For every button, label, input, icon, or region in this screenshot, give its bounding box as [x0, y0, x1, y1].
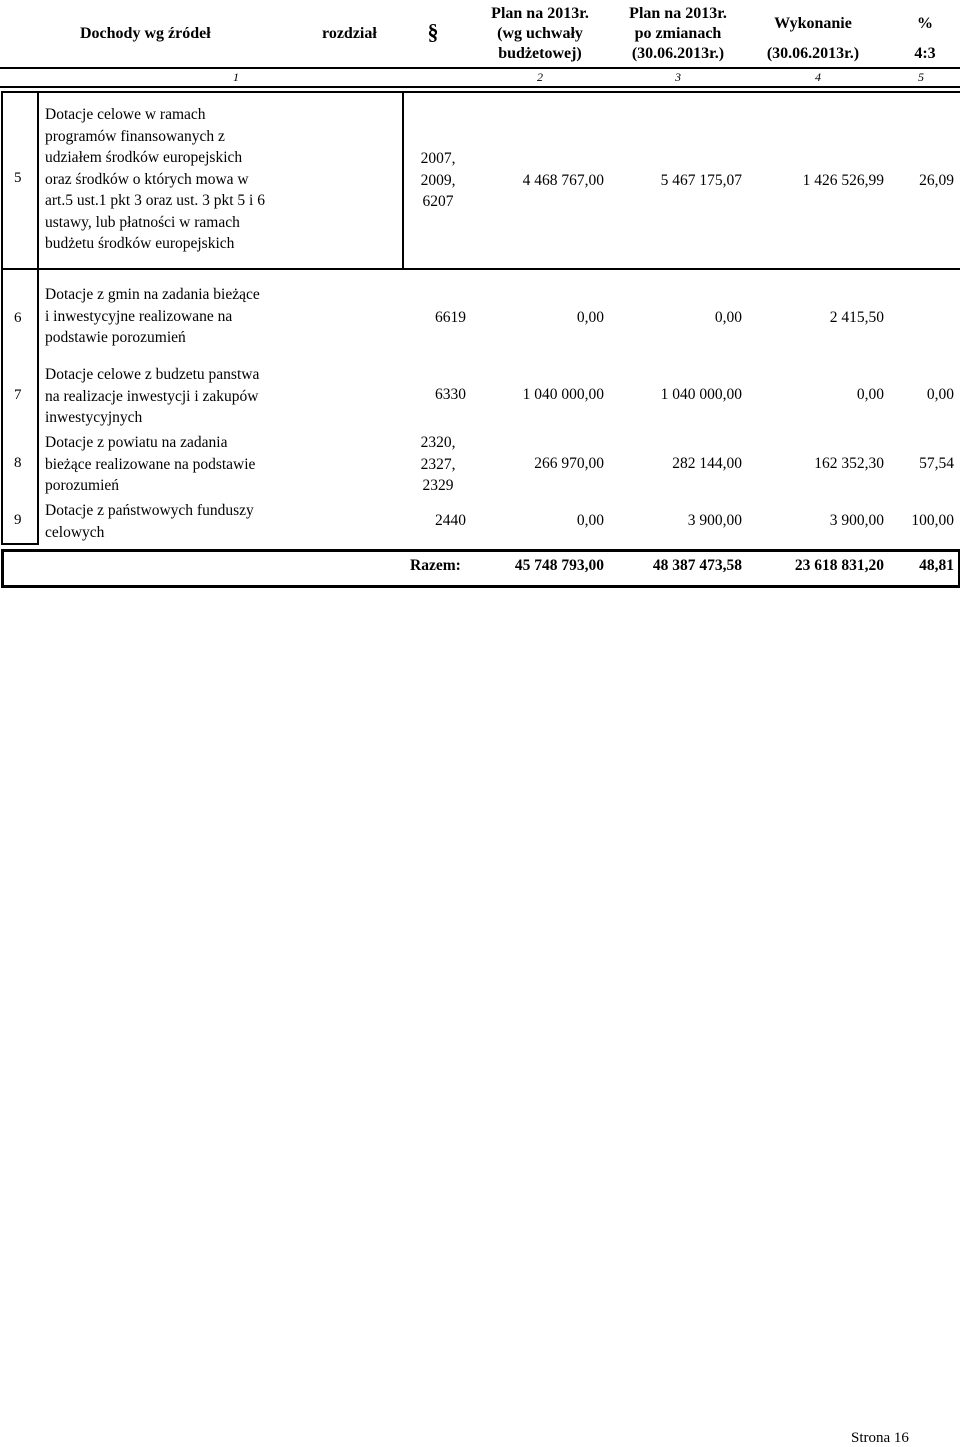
desc-line: celowych: [45, 523, 105, 541]
header-paragraf: §: [427, 19, 439, 44]
row-description: [45, 432, 400, 497]
header-plan-uchwaly-line1: Plan na 2013r.: [491, 5, 589, 22]
total-execution-value: 23 618 831,20: [794, 557, 884, 574]
column-number-2: 2: [537, 70, 543, 84]
desc-line: Dotacje z gmin na zadania bieżące: [45, 286, 260, 303]
desc-line: i inwestycyjne realizowane na: [45, 307, 233, 325]
total-percent-value: 48,81: [919, 557, 954, 574]
row-number: 6: [14, 310, 22, 326]
code-line: 6207: [422, 193, 454, 210]
desc-line: bieżące realizowane na podstawie: [45, 455, 256, 473]
plan-changed-value: 282 144,00: [672, 455, 742, 472]
percent-value: 26,09: [919, 172, 954, 189]
total-plan-changed-value: 48 387 473,58: [652, 557, 742, 574]
percent-value: 57,54: [919, 455, 954, 472]
row-codes: 2440: [435, 512, 466, 529]
header-plan-uchwaly-line3: budżetowej): [498, 45, 582, 62]
total-label: Razem:: [410, 557, 461, 574]
header-procent: [890, 14, 960, 64]
row-number: 5: [14, 170, 22, 186]
table-col-divider-2: [402, 91, 404, 269]
table-row-divider-5: [1, 268, 960, 270]
desc-line: udziałem środków europejskich: [45, 149, 243, 166]
table-border-bottom: [1, 543, 39, 545]
header-plan-zmianach-line1: Plan na 2013r.: [629, 5, 727, 22]
plan-value: 1 040 000,00: [522, 386, 604, 403]
total-plan-value: 45 748 793,00: [514, 557, 604, 574]
page-number: Strona 16: [851, 1430, 909, 1446]
row-codes: [408, 432, 468, 497]
header-procent-line1: %: [917, 15, 933, 32]
percent-value: 0,00: [926, 386, 954, 403]
header-plan-uchwaly: [470, 4, 610, 64]
row-description: [45, 500, 400, 543]
column-number-1: 1: [233, 70, 239, 84]
column-number-5: 5: [918, 70, 924, 84]
column-number-4: 4: [815, 70, 821, 84]
header-divider-top: [0, 67, 960, 69]
header-divider-bottom: [0, 86, 960, 88]
header-plan-zmianach-line3: (30.06.2013r.): [631, 45, 725, 62]
desc-line: art.5 ust.1 pkt 3 oraz ust. 3 pkt 5 i 6: [45, 192, 265, 209]
header-plan-zmianach: [608, 4, 748, 64]
desc-line: na realizacje inwestycji i zakupów: [45, 387, 259, 405]
row-codes: 6330: [435, 386, 466, 403]
desc-line: ustawy, lub płatności w ramach: [45, 213, 240, 231]
row-number: 7: [14, 387, 22, 403]
execution-value: 0,00: [856, 386, 884, 403]
table-border-left: [1, 91, 3, 544]
percent-value: 100,00: [911, 512, 954, 529]
table-col-divider-1: [37, 91, 39, 544]
desc-line: inwestycyjnych: [45, 409, 143, 426]
row-description: [45, 364, 400, 429]
code-line: 2007,: [420, 150, 456, 167]
execution-value: 1 426 526,99: [802, 172, 884, 189]
header-wykonanie-line1: Wykonanie: [774, 15, 852, 32]
code-line: 2009,: [420, 171, 456, 189]
desc-line: Dotacje z powiatu na zadania: [45, 434, 228, 451]
plan-value: 4 468 767,00: [522, 172, 604, 189]
execution-value: 3 900,00: [829, 512, 884, 529]
header-wykonanie-line2: (30.06.2013r.): [766, 45, 860, 62]
row-codes: 6619: [435, 309, 466, 326]
row-number: 8: [14, 455, 22, 471]
header-plan-uchwaly-line2: (wg uchwały: [497, 25, 583, 42]
plan-changed-value: 3 900,00: [687, 512, 742, 529]
code-line: 2320,: [420, 434, 456, 451]
header-procent-line2: 4:3: [914, 45, 936, 62]
desc-line: podstawie porozumień: [45, 329, 186, 346]
plan-value: 0,00: [576, 512, 604, 529]
row-number: 9: [14, 512, 22, 528]
execution-value: 162 352,30: [814, 455, 884, 472]
desc-line: programów finansowanych z: [45, 127, 225, 145]
row-codes: [408, 148, 468, 213]
column-number-3: 3: [675, 70, 681, 84]
row-description: [45, 284, 400, 349]
header-plan-zmianach-line2: po zmianach: [634, 25, 722, 42]
desc-line: oraz środków o których mowa w: [45, 170, 249, 188]
table-border-top: [1, 91, 960, 93]
plan-value: 0,00: [576, 309, 604, 326]
header-rozdzial: rozdział: [322, 25, 377, 42]
desc-line: porozumień: [45, 477, 120, 494]
plan-value: 266 970,00: [534, 455, 604, 472]
header-dochody: Dochody wg źródeł: [80, 25, 211, 42]
header-wykonanie: [748, 14, 878, 64]
plan-changed-value: 0,00: [714, 309, 742, 326]
plan-changed-value: 5 467 175,07: [660, 172, 742, 189]
plan-changed-value: 1 040 000,00: [660, 386, 742, 403]
desc-line: budżetu środków europejskich: [45, 235, 235, 252]
code-line: 2329: [422, 477, 454, 494]
desc-line: Dotacje celowe z budzetu panstwa: [45, 366, 260, 383]
desc-line: Dotacje z państwowych funduszy: [45, 502, 254, 519]
code-line: 2327,: [420, 455, 456, 473]
row-description: [45, 104, 400, 255]
desc-line: Dotacje celowe w ramach: [45, 106, 206, 123]
execution-value: 2 415,50: [829, 309, 884, 326]
